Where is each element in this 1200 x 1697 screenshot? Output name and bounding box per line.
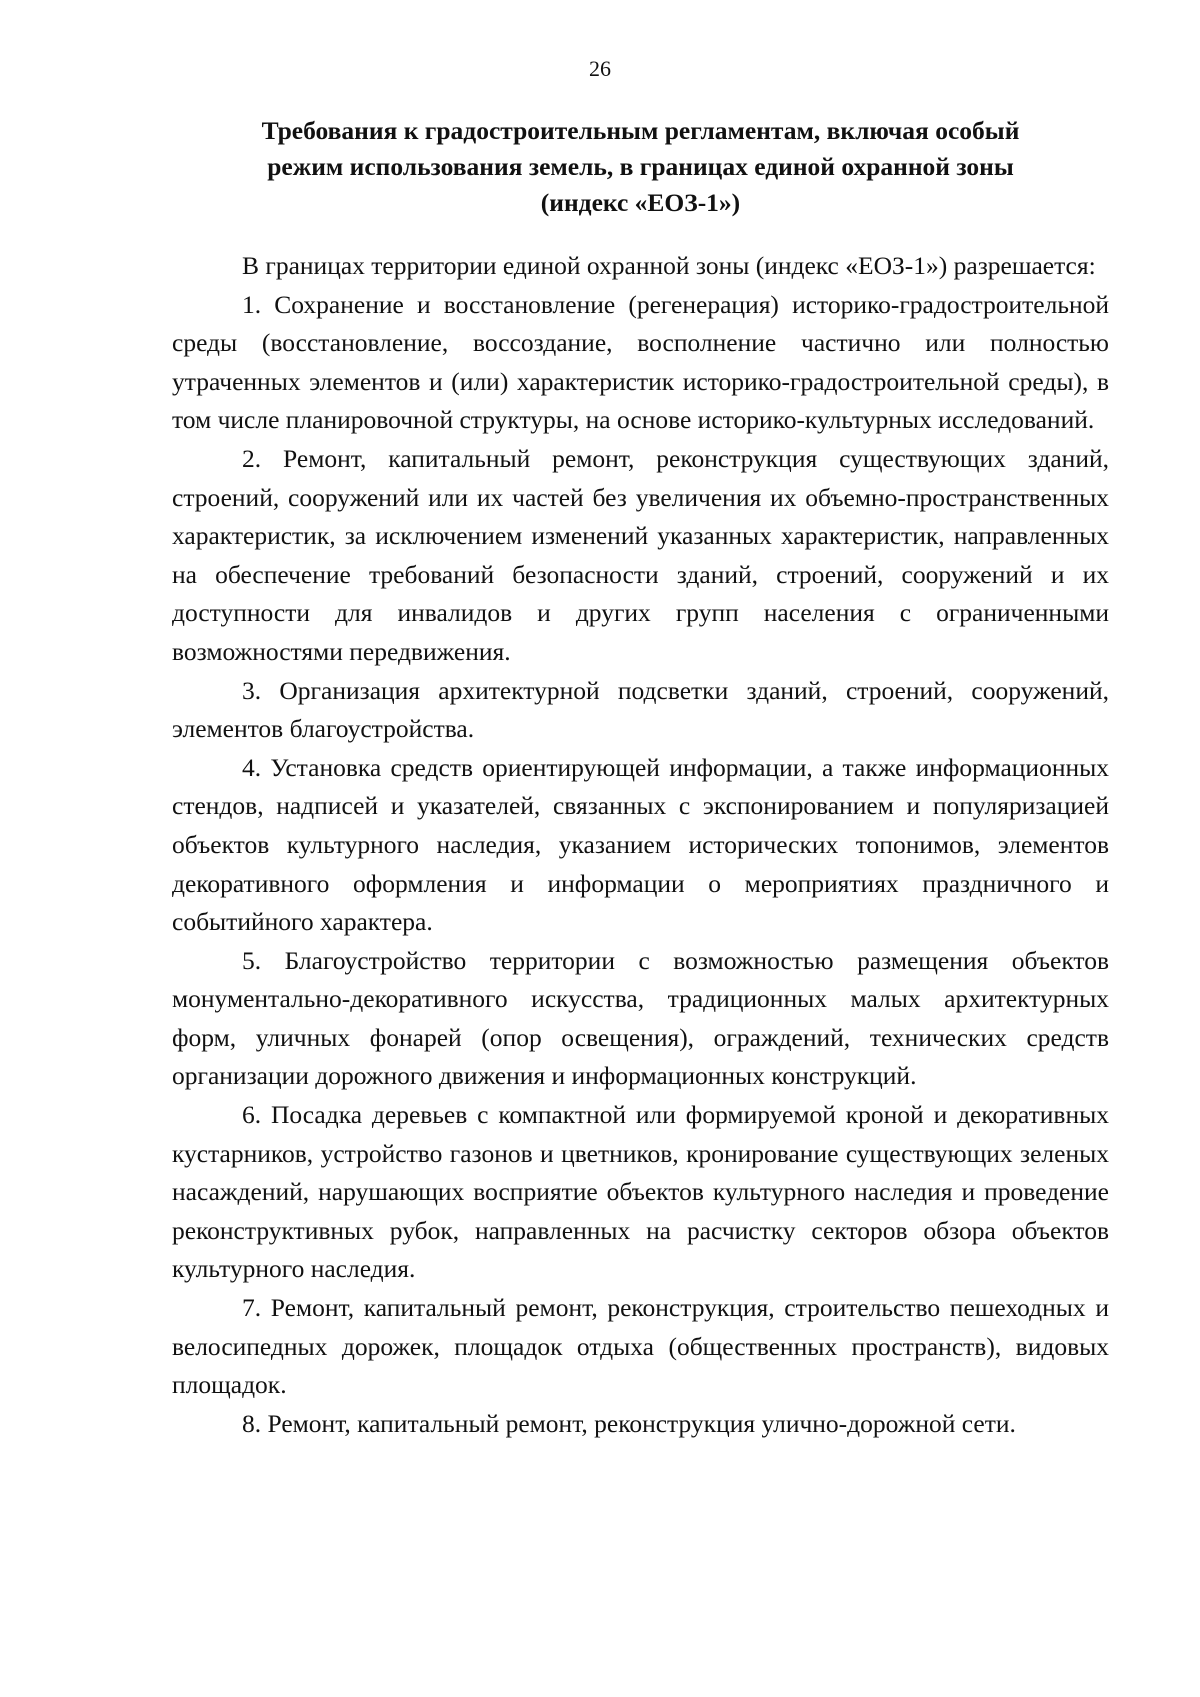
list-item: 7. Ремонт, капитальный ремонт, реконструкция, строительство пешеходных и велосипедных дорожек, площадок отдыха (общественных пространств), видовых площадок. (172, 1293, 1109, 1400)
intro-paragraph: В границах территории единой охранной зоны (индекс «ЕОЗ-1») разрешается: (242, 251, 1096, 280)
list-item: 8. Ремонт, капитальный ремонт, реконструкция улично-дорожной сети. (242, 1408, 1016, 1438)
page-number: 26 (589, 56, 611, 81)
document-title (172, 113, 1109, 221)
list-item: 1. Сохранение и восстановление (регенерация) историко-градостроительной среды (восстановление, воссоздание, восполнение частично или полностью утраченных элементов и (или) характеристик историко-градостроительной среды), в том числе планировочной структуры, на основе историко-культурных исследований. (172, 289, 1109, 435)
title-line: режим использования земель, в границах единой охранной зоны (267, 152, 1014, 181)
document-body (172, 247, 1109, 1443)
list-item: 4. Установка средств ориентирующей информации, а также информационных стендов, надписей и указателей, связанных с экспонированием и популяризацией объектов культурного наследия, указанием исторических топонимов, элементов декоративного оформления и информации о мероприятиях праздничного и событийного характера. (172, 752, 1109, 937)
list-item: 6. Посадка деревьев с компактной или формируемой кроной и декоративных кустарников, устройство газонов и цветников, кронирование существующих зеленых насаждений, нарушающих восприятие объектов культурного наследия и проведение реконструктивных рубок, направленных на расчистку секторов обзора объектов культурного наследия. (172, 1100, 1109, 1284)
list-item: 2. Ремонт, капитальный ремонт, реконструкция существующих зданий, строений, сооружений или их частей без увеличения их объемно-пространственных характеристик, за исключением изменений указанных характеристик, направленных на обеспечение требований безопасности зданий, строений, сооружений и их доступности для инвалидов и других групп населения с ограниченными возможностями передвижения. (172, 443, 1109, 666)
list-item: 5. Благоустройство территории с возможностью размещения объектов монументально-декоративного искусства, традиционных малых архитектурных форм, уличных фонарей (опор освещения), ограждений, технических средств организации дорожного движения и информационных конструкций. (172, 945, 1109, 1091)
title-line: (индекс «ЕОЗ-1») (540, 188, 741, 217)
list-item: 3. Организация архитектурной подсветки зданий, строений, сооружений, элементов благоустройства. (172, 675, 1109, 744)
title-line: Требования к градостроительным регламентам, включая особый (261, 116, 1020, 145)
